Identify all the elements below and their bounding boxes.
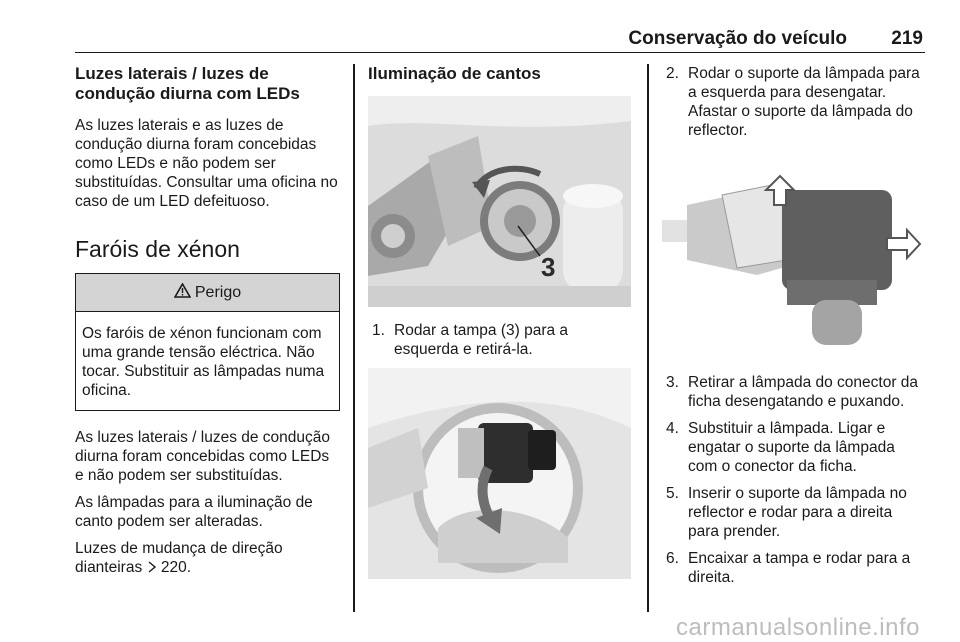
step-item [662,64,927,140]
step-list-3 [662,373,927,587]
image-bulb-holder [368,368,631,579]
step-number: 5. [666,485,679,502]
column-divider-2 [647,64,649,612]
step-item [368,321,633,359]
column-divider-1 [353,64,355,612]
image-headlamp-cover [368,96,631,307]
paragraph-turn-signals [75,539,340,577]
danger-header [76,274,339,312]
paragraph-leds: As luzes laterais / luzes de condução diurna foram concebidas como LEDs e não podem ser substituídas. [75,429,331,484]
paragraph-side-lights: As luzes laterais e as luzes de condução diurna foram concebidas como LEDs e não podem ser substituídas. Consultar uma oficina no caso de um LED defeituoso. [75,117,338,210]
column-left [75,64,340,577]
danger-text: Os faróis de xénon funcionam com uma grande tensão eléctrica. Não tocar. Substituir as lâmpadas numa oficina. [82,325,325,399]
heading-xenon: Faróis de xénon [75,236,240,262]
step-list-1 [368,321,633,359]
page-number: 219 [891,28,923,49]
warning-triangle-icon [174,283,191,303]
column-right [662,64,927,587]
step-number: 4. [666,420,679,437]
step-text: Retirar a lâmpada do conector da ficha desengatando e puxando. [688,374,919,410]
heading-side-lights: Luzes laterais / luzes de condução diurna com LEDs [75,64,300,103]
step-text: Inserir o suporte da lâmpada no reflector e rodar para a direita para prender. [688,485,907,540]
danger-title: Perigo [194,283,242,301]
step-list-2 [662,64,927,140]
heading-cornering-lights: Iluminação de cantos [368,64,541,83]
step-item [662,419,927,476]
step-text: Encaixar a tampa e rodar para a direita. [688,550,911,586]
step-text: Substituir a lâmpada. Ligar e engatar o suporte da lâmpada com o conector da ficha. [688,420,895,475]
reference-arrow-icon [147,559,161,576]
section-title: Conservação do veículo [628,28,847,49]
step-number: 1. [372,322,385,339]
image-lamp-socket [662,150,925,361]
watermark: carmanualsonline.info [676,614,920,641]
step-item [662,549,927,587]
column-middle [368,64,633,579]
step-number: 2. [666,65,679,82]
step-text: Rodar o suporte da lâmpada para a esquerda para desengatar. Afastar o suporte da lâmpada do reflector. [688,65,920,139]
step-number: 6. [666,550,679,567]
paragraph-cornering: As lâmpadas para a iluminação de canto podem ser alteradas. [75,494,313,530]
page-reference-link[interactable]: 220. [160,559,192,576]
step-item [662,373,927,411]
step-text: Rodar a tampa (3) para a esquerda e retirá-la. [394,322,569,358]
callout-label-3: 3 [541,252,556,282]
page-header [75,28,925,53]
step-item [662,484,927,541]
danger-box [75,273,340,411]
step-number: 3. [666,374,679,391]
turn-signal-text: Luzes de mudança de direção dianteiras [75,540,283,576]
